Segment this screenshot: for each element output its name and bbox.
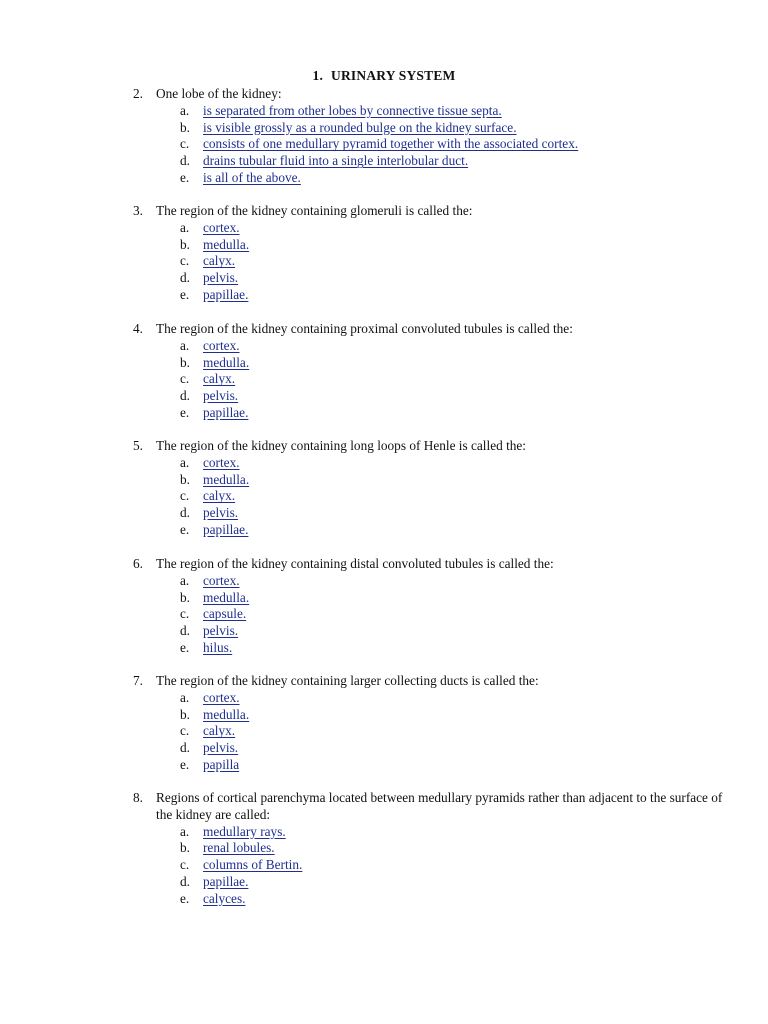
option-link[interactable]: columns of Bertin. [203,857,303,873]
question-text: The region of the kidney containing glomeruli is called the: [156,203,473,218]
title-text: URINARY SYSTEM [331,68,456,83]
option-letter: a. [180,572,190,588]
option-letter: c. [180,606,190,622]
question-number: 2. [133,86,143,101]
option-link[interactable]: medulla. [203,354,250,370]
question-text: The region of the kidney containing larger collecting ducts is called the: [156,673,539,688]
option-link[interactable]: medulla. [203,706,250,722]
option-link[interactable]: pelvis. [203,740,239,756]
option-link[interactable]: papillae. [203,521,249,537]
question-text: The region of the kidney containing proximal convoluted tubules is called the: [156,321,573,336]
option-letter: d. [180,505,190,521]
option-letter: a. [180,689,190,705]
page-title [0,68,768,85]
option-link[interactable]: calyx. [203,723,236,739]
question-number: 4. [133,321,143,336]
option-letter: c. [180,488,190,504]
option-letter: d. [180,388,190,404]
option-letter: b. [180,589,190,605]
option-letter: b. [180,236,190,252]
option-link[interactable]: cortex. [203,337,240,353]
option-link[interactable]: capsule. [203,606,247,622]
option-letter: d. [180,153,190,169]
option-letter: b. [180,706,190,722]
title-number: 1. [312,68,324,83]
option-letter: c. [180,857,190,873]
question-6 [0,556,768,657]
option-letter: c. [180,136,190,152]
question-5 [0,438,768,539]
option-link[interactable]: pelvis. [203,388,239,404]
question-7 [0,673,768,774]
option-link[interactable]: consists of one medullary pyramid together with the associated cortex. [203,136,579,152]
question-text: One lobe of the kidney: [156,86,282,101]
question-number: 8. [133,790,143,805]
option-letter: b. [180,119,190,135]
option-link[interactable]: drains tubular fluid into a single interlobular duct. [203,153,469,169]
option-link[interactable]: papillae. [203,286,249,302]
option-letter: e. [180,169,190,185]
option-link[interactable]: calyx. [203,488,236,504]
option-letter: b. [180,471,190,487]
option-letter: a. [180,454,190,470]
question-text: The region of the kidney containing distal convoluted tubules is called the: [156,556,554,571]
option-letter: e. [180,756,190,772]
option-letter: e. [180,521,190,537]
question-4 [0,321,768,422]
option-link[interactable]: medullary rays. [203,823,286,839]
option-link[interactable]: renal lobules. [203,840,275,856]
option-letter: c. [180,723,190,739]
question-text: The region of the kidney containing long loops of Henle is called the: [156,438,527,453]
option-link[interactable]: calyx. [203,253,236,269]
option-link[interactable]: medulla. [203,589,250,605]
option-letter: e. [180,890,190,906]
option-link[interactable]: is all of the above. [203,169,301,185]
option-letter: d. [180,740,190,756]
option-letter: d. [180,873,190,889]
option-letter: d. [180,270,190,286]
question-number: 5. [133,438,143,453]
question-number: 7. [133,673,143,688]
option-link[interactable]: papillae. [203,873,249,889]
option-link[interactable]: cortex. [203,572,240,588]
option-letter: a. [180,219,190,235]
question-number: 6. [133,556,143,571]
option-letter: c. [180,253,190,269]
option-letter: c. [180,371,190,387]
question-text: Regions of cortical parenchyma located between medullary pyramids rather than adjacent to the surface of the kidney are called: [156,790,723,822]
option-link[interactable]: medulla. [203,236,250,252]
option-link[interactable]: calyces. [203,890,246,906]
option-link[interactable]: medulla. [203,471,250,487]
option-letter: e. [180,639,190,655]
option-letter: b. [180,840,190,856]
question-number: 3. [133,203,143,218]
option-letter: a. [180,102,190,118]
question-3 [0,203,768,304]
option-link[interactable]: papillae. [203,404,249,420]
question-8 [0,790,768,908]
option-link[interactable]: calyx. [203,371,236,387]
option-link[interactable]: cortex. [203,454,240,470]
option-link[interactable]: cortex. [203,219,240,235]
option-link[interactable]: pelvis. [203,505,239,521]
option-link[interactable]: is visible grossly as a rounded bulge on the kidney surface. [203,119,517,135]
option-letter: e. [180,404,190,420]
question-2 [0,86,768,187]
option-letter: b. [180,354,190,370]
option-letter: e. [180,286,190,302]
option-letter: a. [180,823,190,839]
option-link[interactable]: is separated from other lobes by connective tissue septa. [203,102,502,118]
option-letter: d. [180,623,190,639]
option-link[interactable]: pelvis. [203,623,239,639]
option-letter: a. [180,337,190,353]
option-link[interactable]: hilus. [203,639,233,655]
option-link[interactable]: cortex. [203,689,240,705]
option-link[interactable]: papilla [203,756,240,772]
option-link[interactable]: pelvis. [203,270,239,286]
